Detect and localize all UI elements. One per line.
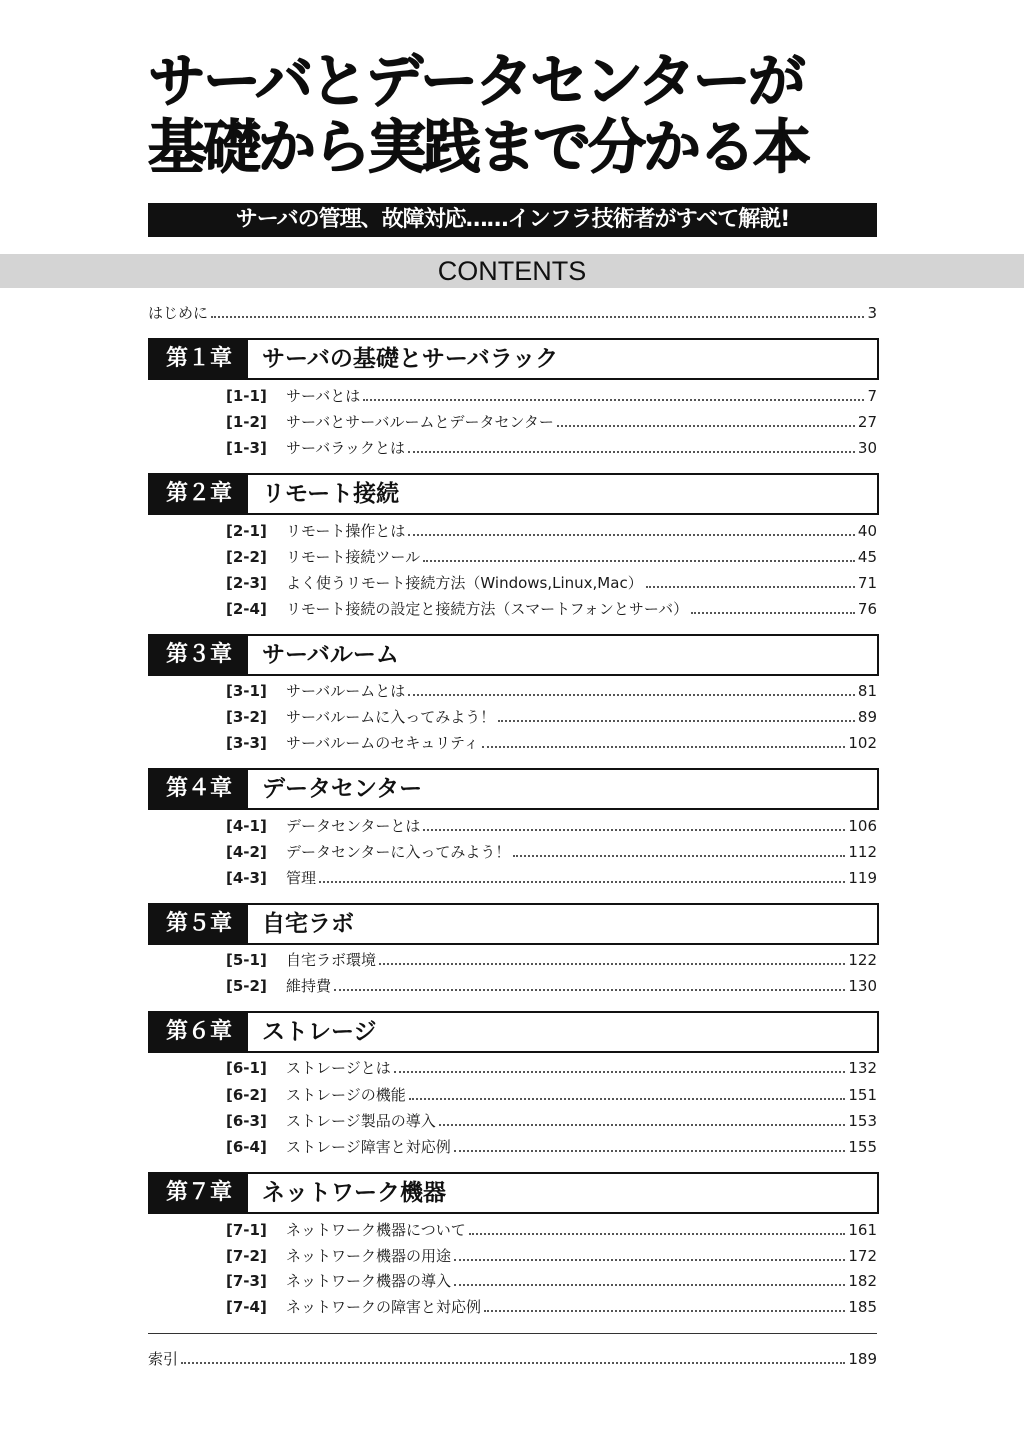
section-page: 76 xyxy=(857,600,877,618)
chapter-1-title: サーバの基礎とサーバラック xyxy=(262,346,559,372)
section-page: 106 xyxy=(848,817,877,835)
toc-index-page: 189 xyxy=(848,1350,877,1368)
section-page: 27 xyxy=(857,413,877,431)
section-label: ストレージ障害と対応例 xyxy=(286,1138,451,1156)
dot-leader xyxy=(646,586,855,588)
section-label: 維持費 xyxy=(286,977,332,995)
section-number: [7-4] xyxy=(226,1298,267,1316)
toc-section-row[interactable] xyxy=(226,1058,877,1078)
section-label: データセンターに入ってみよう！ xyxy=(286,843,511,861)
contents-heading: CONTENTS xyxy=(0,254,1024,288)
section-page: 151 xyxy=(848,1086,877,1104)
section-page: 155 xyxy=(848,1138,877,1156)
chapter-4-tag: 第４章 xyxy=(150,770,248,808)
dot-leader xyxy=(408,451,855,453)
section-label: サーバルームのセキュリティ xyxy=(286,734,479,752)
section-page: 102 xyxy=(848,734,877,752)
section-label: よく使うリモート接続方法（Windows,Linux,Mac） xyxy=(286,574,643,592)
chapter-2-tag: 第２章 xyxy=(150,475,248,513)
book-title-line-2: 基礎から実践まで分かる本 xyxy=(148,113,809,181)
chapter-7-tag: 第７章 xyxy=(150,1174,248,1212)
dot-leader xyxy=(334,989,845,991)
dot-leader xyxy=(408,694,855,696)
dot-leader xyxy=(379,963,845,965)
section-page: 185 xyxy=(848,1298,877,1316)
dot-leader xyxy=(482,746,846,748)
chapter-7-title: ネットワーク機器 xyxy=(262,1180,446,1206)
section-number: [3-3] xyxy=(226,734,267,752)
section-page: 71 xyxy=(857,574,877,592)
section-page: 132 xyxy=(848,1059,877,1077)
section-number: [2-2] xyxy=(226,548,267,566)
section-number: [5-2] xyxy=(226,977,267,995)
section-page: 161 xyxy=(848,1221,877,1239)
book-subtitle: サーバの管理、故障対応……インフラ技術者がすべて解説! xyxy=(148,203,877,237)
dot-leader xyxy=(409,1098,846,1100)
chapter-2-header xyxy=(148,473,879,515)
section-page: 172 xyxy=(848,1247,877,1265)
toc-section-row[interactable] xyxy=(226,438,877,458)
chapter-3-tag: 第３章 xyxy=(150,636,248,674)
section-label: サーバとサーバルームとデータセンター xyxy=(286,413,554,431)
section-number: [2-1] xyxy=(226,522,267,540)
toc-section-row[interactable] xyxy=(226,950,877,970)
toc-section-row[interactable] xyxy=(226,1085,877,1105)
toc-intro-label: はじめに xyxy=(148,304,209,322)
dot-leader xyxy=(363,399,864,401)
section-number: [4-2] xyxy=(226,843,267,861)
toc-section-row[interactable] xyxy=(226,521,877,541)
section-label: ストレージ製品の導入 xyxy=(286,1112,436,1130)
section-number: [6-1] xyxy=(226,1059,267,1077)
dot-leader xyxy=(484,1310,845,1312)
section-page: 122 xyxy=(848,951,877,969)
section-label: リモート接続の設定と接続方法（スマートフォンとサーバ） xyxy=(286,600,689,618)
toc-section-row[interactable] xyxy=(226,1137,877,1157)
chapter-4-title: データセンター xyxy=(262,776,423,802)
toc-section-row[interactable] xyxy=(226,412,877,432)
dot-leader xyxy=(181,1362,845,1364)
section-page: 7 xyxy=(867,387,877,405)
section-page: 112 xyxy=(848,843,877,861)
toc-section-row[interactable] xyxy=(226,842,877,862)
section-label: リモート操作とは xyxy=(286,522,406,540)
section-label: ネットワーク機器について xyxy=(286,1221,466,1239)
section-label: 管理 xyxy=(286,869,317,887)
dot-leader xyxy=(423,829,845,831)
toc-section-row[interactable] xyxy=(226,1271,877,1291)
section-page: 81 xyxy=(857,682,877,700)
toc-section-row[interactable] xyxy=(226,816,877,836)
section-number: [6-4] xyxy=(226,1138,267,1156)
dot-leader xyxy=(454,1284,845,1286)
dot-leader xyxy=(408,534,855,536)
section-label: サーバルームに入ってみよう！ xyxy=(286,708,496,726)
dot-leader xyxy=(557,425,855,427)
chapter-6-title: ストレージ xyxy=(262,1019,377,1045)
section-page: 119 xyxy=(848,869,877,887)
toc-section-row[interactable] xyxy=(226,976,877,996)
section-page: 182 xyxy=(848,1272,877,1290)
toc-intro-row[interactable] xyxy=(148,303,877,323)
toc-section-row[interactable] xyxy=(226,1111,877,1131)
book-title-line-1: サーバとデータセンターが xyxy=(148,47,803,115)
section-label: ネットワーク機器の用途 xyxy=(286,1247,452,1265)
toc-section-row[interactable] xyxy=(226,1246,877,1266)
section-page: 153 xyxy=(848,1112,877,1130)
section-number: [6-2] xyxy=(226,1086,267,1104)
toc-section-row[interactable] xyxy=(226,707,877,727)
toc-section-row[interactable] xyxy=(226,573,877,593)
toc-section-row[interactable] xyxy=(226,868,877,888)
dot-leader xyxy=(469,1233,846,1235)
dot-leader xyxy=(394,1071,846,1073)
chapter-1-header xyxy=(148,338,879,380)
section-number: [6-3] xyxy=(226,1112,267,1130)
chapter-5-tag: 第５章 xyxy=(150,905,248,943)
section-number: [3-1] xyxy=(226,682,267,700)
section-number: [7-3] xyxy=(226,1272,267,1290)
section-label: ネットワークの障害と対応例 xyxy=(286,1298,482,1316)
divider xyxy=(148,1333,877,1334)
dot-leader xyxy=(319,881,845,883)
section-label: ネットワーク機器の導入 xyxy=(286,1272,452,1290)
chapter-6-tag: 第６章 xyxy=(150,1013,248,1051)
dot-leader xyxy=(454,1259,845,1261)
dot-leader xyxy=(423,560,855,562)
section-number: [1-2] xyxy=(226,413,267,431)
dot-leader xyxy=(691,612,855,614)
toc-section-row[interactable] xyxy=(226,681,877,701)
section-number: [7-1] xyxy=(226,1221,267,1239)
toc-intro-page: 3 xyxy=(867,304,877,322)
dot-leader xyxy=(439,1124,846,1126)
toc-section-row[interactable] xyxy=(226,386,877,406)
section-label: サーバルームとは xyxy=(286,682,406,700)
toc-index-row[interactable] xyxy=(148,1349,877,1369)
dot-leader xyxy=(211,316,864,318)
section-label: リモート接続ツール xyxy=(286,548,421,566)
toc-index-label: 索引 xyxy=(148,1350,179,1368)
section-number: [7-2] xyxy=(226,1247,267,1265)
book-title xyxy=(148,48,878,180)
chapter-5-title: 自宅ラボ xyxy=(262,911,354,937)
section-number: [5-1] xyxy=(226,951,267,969)
section-label: ストレージとは xyxy=(286,1059,391,1077)
chapter-7-header xyxy=(148,1172,879,1214)
dot-leader xyxy=(513,855,845,857)
chapter-5-header xyxy=(148,903,879,945)
section-number: [1-1] xyxy=(226,387,267,405)
section-label: サーバラックとは xyxy=(286,439,405,457)
section-label: 自宅ラボ環境 xyxy=(286,951,377,969)
chapter-6-header xyxy=(148,1011,879,1053)
section-page: 45 xyxy=(857,548,877,566)
section-number: [2-3] xyxy=(226,574,267,592)
section-page: 130 xyxy=(848,977,877,995)
section-page: 40 xyxy=(857,522,877,540)
section-number: [3-2] xyxy=(226,708,267,726)
chapter-4-header xyxy=(148,768,879,810)
chapter-3-header xyxy=(148,634,879,676)
section-number: [1-3] xyxy=(226,439,267,457)
section-label: データセンターとは xyxy=(286,817,421,835)
chapter-3-title: サーバルーム xyxy=(262,642,399,668)
section-label: サーバとは xyxy=(286,387,361,405)
chapter-2-title: リモート接続 xyxy=(262,481,400,507)
dot-leader xyxy=(498,720,855,722)
toc-section-row[interactable] xyxy=(226,1220,877,1240)
toc-section-row[interactable] xyxy=(226,599,877,619)
section-label: ストレージの機能 xyxy=(286,1086,406,1104)
section-number: [4-1] xyxy=(226,817,267,835)
section-page: 30 xyxy=(857,439,877,457)
section-number: [2-4] xyxy=(226,600,267,618)
section-page: 89 xyxy=(857,708,877,726)
section-number: [4-3] xyxy=(226,869,267,887)
toc-section-row[interactable] xyxy=(226,547,877,567)
chapter-1-tag: 第１章 xyxy=(150,340,248,378)
toc-section-row[interactable] xyxy=(226,1297,877,1317)
toc-section-row[interactable] xyxy=(226,733,877,753)
dot-leader xyxy=(454,1150,846,1152)
